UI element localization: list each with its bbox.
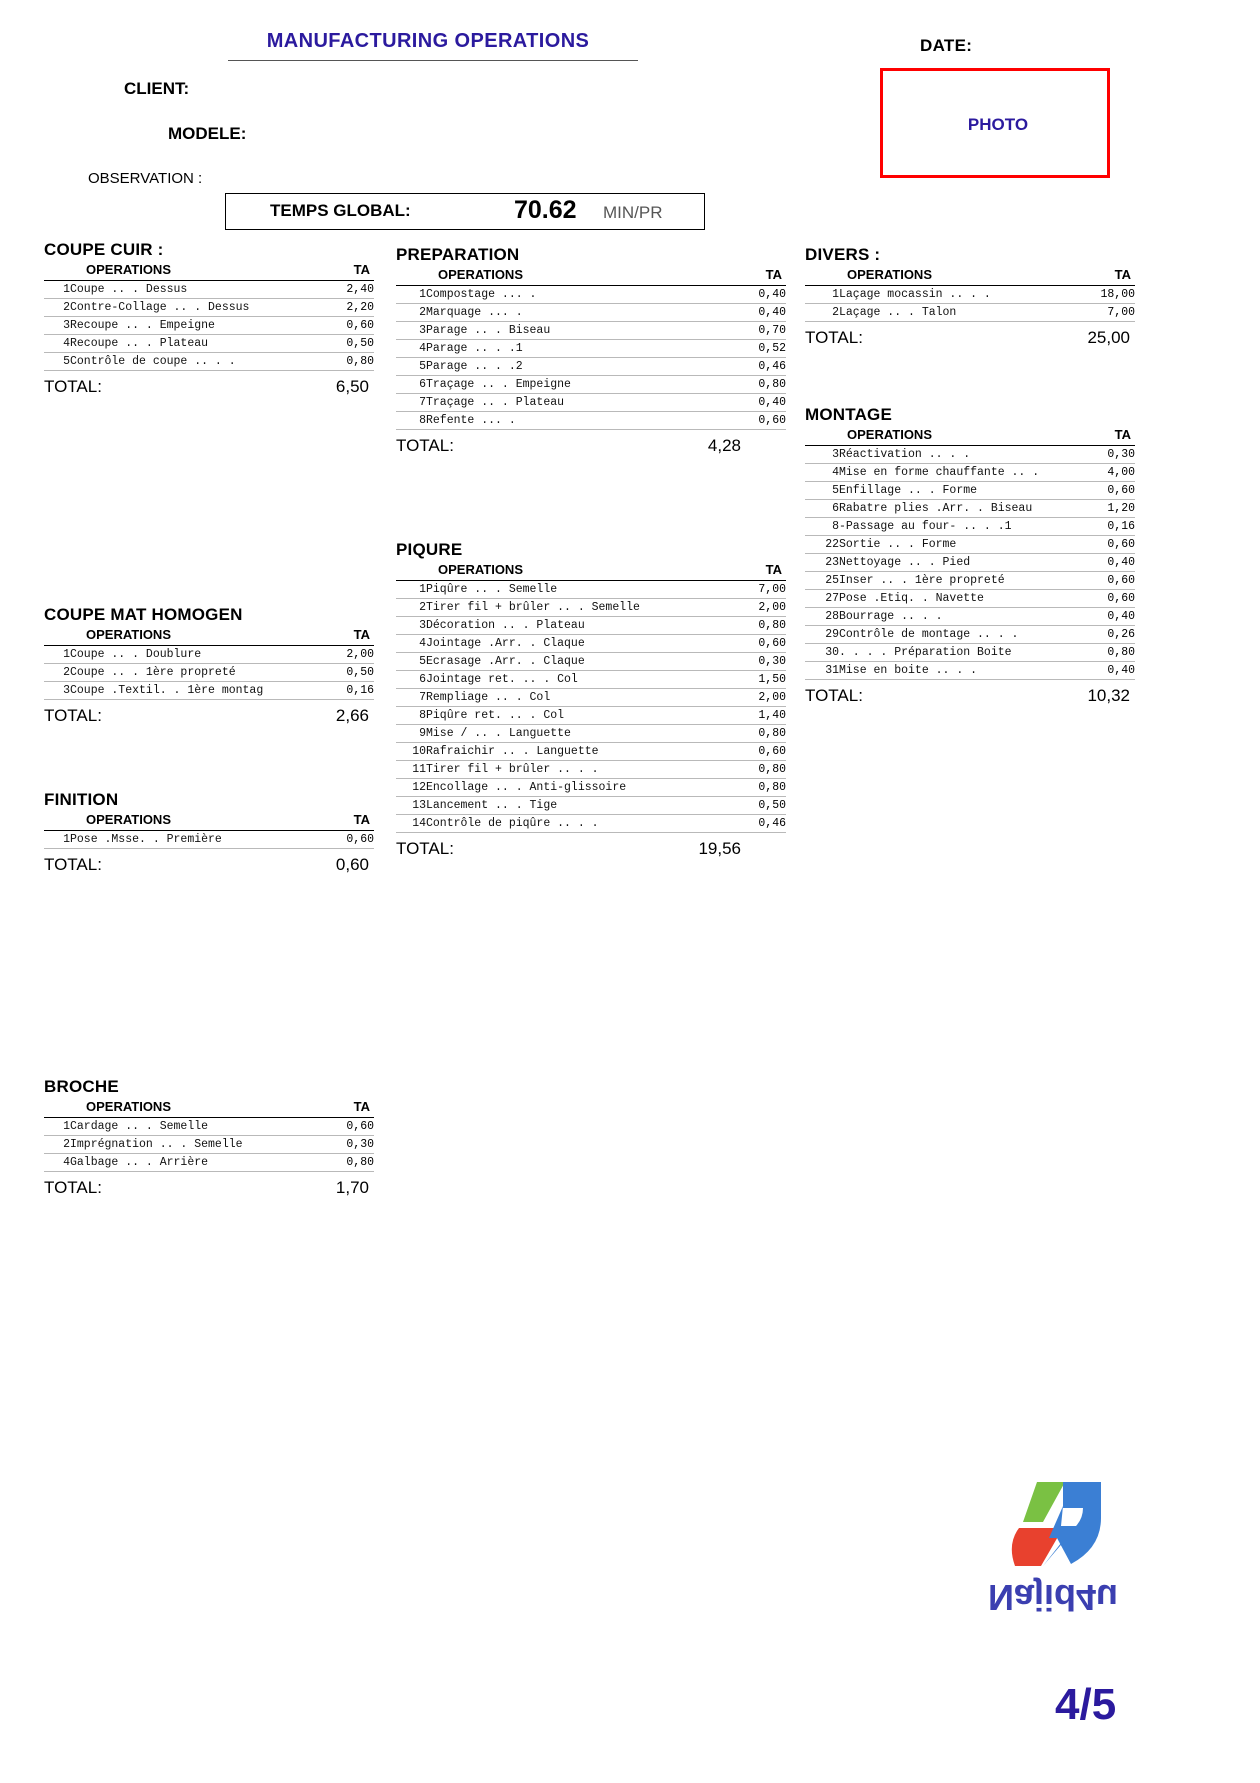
row-ta: 2,20: [328, 299, 374, 317]
table-row: [44, 831, 374, 849]
total-value: 6,50: [335, 377, 369, 396]
row-index: 1: [44, 281, 70, 299]
row-index: 9: [396, 725, 426, 743]
row-operation: Coupe .. . Doublure: [70, 646, 328, 664]
total-value: 19,56: [698, 839, 741, 858]
observation-label: OBSERVATION :: [88, 170, 203, 187]
row-index: 31: [805, 662, 839, 680]
row-ta: 0,52: [740, 340, 786, 358]
total-row: [44, 1178, 374, 1198]
table-row: [805, 662, 1135, 680]
row-ta: 0,80: [740, 761, 786, 779]
ta-header: TA: [353, 1099, 370, 1114]
row-ta: 0,26: [1089, 626, 1135, 644]
table-row: [396, 779, 786, 797]
operations-header: OPERATIONS: [86, 812, 171, 827]
row-ta: 0,60: [740, 635, 786, 653]
row-index: 3: [805, 446, 839, 464]
section-piqure: [396, 540, 786, 859]
table-row: [805, 446, 1135, 464]
section-divers: [805, 245, 1135, 348]
row-ta: 0,50: [328, 664, 374, 682]
row-index: 8: [805, 518, 839, 536]
row-ta: 1,40: [740, 707, 786, 725]
row-operation: Rabatre plies .Arr. . Biseau: [839, 500, 1089, 518]
row-index: 3: [396, 322, 426, 340]
row-operation: Tirer fil + brûler .. . .: [426, 761, 740, 779]
row-index: 2: [44, 1136, 70, 1154]
row-index: 22: [805, 536, 839, 554]
table-row: [44, 1154, 374, 1172]
row-ta: 0,40: [740, 394, 786, 412]
table-row: [805, 304, 1135, 322]
column-headers: [805, 267, 1135, 286]
ta-header: TA: [353, 812, 370, 827]
table-row: [805, 590, 1135, 608]
operations-table: [396, 286, 786, 430]
column-headers: [44, 812, 374, 831]
total-row: [805, 686, 1135, 706]
row-index: 27: [805, 590, 839, 608]
row-ta: 0,40: [740, 304, 786, 322]
row-operation: Coupe .. . 1ère propreté: [70, 664, 328, 682]
row-operation: Coupe .Textil. . 1ère montag: [70, 682, 328, 700]
logo-wordmark: Najid4u: [987, 1577, 1119, 1618]
operations-table: [805, 446, 1135, 680]
operations-header: OPERATIONS: [438, 562, 523, 577]
table-row: [396, 671, 786, 689]
row-ta: 7,00: [740, 581, 786, 599]
operations-table: [44, 1118, 374, 1172]
row-operation: Contre-Collage .. . Dessus: [70, 299, 328, 317]
row-operation: Cardage .. . Semelle: [70, 1118, 328, 1136]
total-row: [44, 377, 374, 397]
row-index: 1: [396, 581, 426, 599]
row-operation: Rafraichir .. . Languette: [426, 743, 740, 761]
row-operation: Recoupe .. . Plateau: [70, 335, 328, 353]
total-label: TOTAL:: [44, 706, 102, 725]
row-ta: 0,60: [1089, 536, 1135, 554]
operations-header: OPERATIONS: [847, 267, 932, 282]
row-ta: 0,60: [740, 412, 786, 430]
row-operation: Traçage .. . Plateau: [426, 394, 740, 412]
row-operation: Ecrasage .Arr. . Claque: [426, 653, 740, 671]
row-index: 8: [396, 412, 426, 430]
operations-header: OPERATIONS: [86, 627, 171, 642]
section-montage: [805, 405, 1135, 706]
temps-global-label: TEMPS GLOBAL:: [270, 201, 411, 220]
row-index: 1: [44, 646, 70, 664]
row-ta: 0,50: [328, 335, 374, 353]
row-ta: 0,60: [328, 831, 374, 849]
section-coupe-mat-homogen: [44, 605, 374, 726]
row-operation: Galbage .. . Arrière: [70, 1154, 328, 1172]
row-operation: Refente ... .: [426, 412, 740, 430]
column-headers: [805, 427, 1135, 446]
table-row: [44, 1118, 374, 1136]
operations-table: [396, 581, 786, 833]
row-index: 1: [44, 1118, 70, 1136]
row-index: 13: [396, 797, 426, 815]
row-index: 4: [805, 464, 839, 482]
total-value: 0,60: [335, 855, 369, 874]
row-index: 1: [44, 831, 70, 849]
row-index: 25: [805, 572, 839, 590]
table-row: [44, 335, 374, 353]
row-ta: 0,40: [1089, 608, 1135, 626]
row-ta: 18,00: [1089, 286, 1135, 304]
table-row: [396, 412, 786, 430]
total-label: TOTAL:: [805, 328, 863, 347]
row-index: 28: [805, 608, 839, 626]
table-row: [805, 626, 1135, 644]
table-row: [44, 682, 374, 700]
operations-header: OPERATIONS: [86, 262, 171, 277]
row-operation: Laçage mocassin .. . .: [839, 286, 1089, 304]
section-title: PIQURE: [396, 540, 463, 559]
row-ta: 0,30: [328, 1136, 374, 1154]
row-index: 4: [396, 635, 426, 653]
row-ta: 0,16: [1089, 518, 1135, 536]
row-ta: 4,00: [1089, 464, 1135, 482]
row-operation: Coupe .. . Dessus: [70, 281, 328, 299]
row-ta: 0,60: [1089, 590, 1135, 608]
section-title: COUPE CUIR :: [44, 240, 164, 259]
table-row: [396, 358, 786, 376]
table-row: [396, 689, 786, 707]
row-ta: 0,30: [1089, 446, 1135, 464]
ta-header: TA: [765, 267, 782, 282]
row-operation: Piqûre ret. .. . Col: [426, 707, 740, 725]
section-title: FINITION: [44, 790, 119, 809]
row-index: 4: [44, 1154, 70, 1172]
temps-global-value: 70.62: [514, 196, 577, 224]
total-row: [44, 706, 374, 726]
row-index: 1: [805, 286, 839, 304]
column-headers: [44, 1099, 374, 1118]
table-row: [396, 286, 786, 304]
total-label: TOTAL:: [44, 377, 102, 396]
total-row: [396, 839, 786, 859]
table-row: [44, 299, 374, 317]
row-operation: Contrôle de coupe .. . .: [70, 353, 328, 371]
table-row: [396, 725, 786, 743]
section-title: COUPE MAT HOMOGEN: [44, 605, 243, 624]
temps-global-unit: MIN/PR: [603, 203, 663, 222]
row-ta: 0,60: [328, 317, 374, 335]
row-operation: Parage .. . .2: [426, 358, 740, 376]
row-ta: 0,46: [740, 358, 786, 376]
operations-table: [44, 831, 374, 849]
table-row: [396, 599, 786, 617]
total-row: [44, 855, 374, 875]
row-index: 6: [396, 376, 426, 394]
row-ta: 2,00: [328, 646, 374, 664]
row-ta: 2,00: [740, 599, 786, 617]
row-ta: 0,80: [740, 376, 786, 394]
table-row: [805, 554, 1135, 572]
total-label: TOTAL:: [396, 436, 454, 455]
total-value: 4,28: [707, 436, 741, 455]
row-operation: Sortie .. . Forme: [839, 536, 1089, 554]
table-row: [396, 653, 786, 671]
row-index: 3: [396, 617, 426, 635]
operations-table: [805, 286, 1135, 322]
table-row: [396, 761, 786, 779]
table-row: [805, 572, 1135, 590]
row-ta: 7,00: [1089, 304, 1135, 322]
row-ta: 0,46: [740, 815, 786, 833]
row-operation: . . . . Préparation Boite: [839, 644, 1089, 662]
row-index: 14: [396, 815, 426, 833]
table-row: [396, 617, 786, 635]
row-operation: Imprégnation .. . Semelle: [70, 1136, 328, 1154]
table-row: [44, 317, 374, 335]
table-row: [805, 464, 1135, 482]
row-ta: 0,60: [328, 1118, 374, 1136]
table-row: [805, 286, 1135, 304]
operations-header: OPERATIONS: [86, 1099, 171, 1114]
row-index: 3: [44, 317, 70, 335]
row-ta: 2,40: [328, 281, 374, 299]
row-index: 11: [396, 761, 426, 779]
row-ta: 0,60: [1089, 482, 1135, 500]
page-number: 4/5: [1055, 1680, 1117, 1729]
row-operation: -Passage au four- .. . .1: [839, 518, 1089, 536]
section-title: BROCHE: [44, 1077, 119, 1096]
row-operation: Contrôle de montage .. . .: [839, 626, 1089, 644]
row-operation: Parage .. . Biseau: [426, 322, 740, 340]
modele-label: MODELE:: [168, 124, 247, 143]
row-index: 3: [44, 682, 70, 700]
row-operation: Enfillage .. . Forme: [839, 482, 1089, 500]
row-operation: Décoration .. . Plateau: [426, 617, 740, 635]
ta-header: TA: [1114, 427, 1131, 442]
ta-header: TA: [353, 627, 370, 642]
page-title: MANUFACTURING OPERATIONS: [266, 30, 590, 52]
row-index: 4: [44, 335, 70, 353]
section-title: DIVERS :: [805, 245, 881, 264]
table-row: [396, 815, 786, 833]
row-operation: Traçage .. . Empeigne: [426, 376, 740, 394]
table-row: [805, 500, 1135, 518]
row-ta: 0,80: [328, 353, 374, 371]
row-ta: 1,20: [1089, 500, 1135, 518]
ta-header: TA: [765, 562, 782, 577]
table-row: [44, 664, 374, 682]
row-operation: Réactivation .. . .: [839, 446, 1089, 464]
row-ta: 0,40: [1089, 662, 1135, 680]
row-index: 29: [805, 626, 839, 644]
row-index: 23: [805, 554, 839, 572]
row-index: 4: [396, 340, 426, 358]
operations-header: OPERATIONS: [438, 267, 523, 282]
row-operation: Bourrage .. . .: [839, 608, 1089, 626]
row-index: 12: [396, 779, 426, 797]
table-row: [44, 1136, 374, 1154]
row-operation: Mise en boite .. . .: [839, 662, 1089, 680]
total-label: TOTAL:: [396, 839, 454, 858]
ta-header: TA: [353, 262, 370, 277]
row-index: 2: [44, 664, 70, 682]
row-index: 5: [44, 353, 70, 371]
row-index: 5: [805, 482, 839, 500]
table-row: [396, 340, 786, 358]
row-index: 5: [396, 653, 426, 671]
date-label: DATE:: [920, 36, 973, 55]
column-headers: [396, 562, 786, 581]
row-ta: 0,80: [1089, 644, 1135, 662]
table-row: [396, 707, 786, 725]
operations-table: [44, 281, 374, 371]
section-broche: [44, 1077, 374, 1198]
row-index: 10: [396, 743, 426, 761]
total-row: [396, 436, 786, 456]
row-operation: Piqûre .. . Semelle: [426, 581, 740, 599]
operations-table: [44, 646, 374, 700]
table-row: [44, 353, 374, 371]
column-headers: [44, 627, 374, 646]
total-label: TOTAL:: [44, 855, 102, 874]
section-title: PREPARATION: [396, 245, 520, 264]
table-row: [44, 646, 374, 664]
row-operation: Parage .. . .1: [426, 340, 740, 358]
row-operation: Inser .. . 1ère propreté: [839, 572, 1089, 590]
table-row: [44, 281, 374, 299]
table-row: [396, 797, 786, 815]
row-ta: 0,40: [1089, 554, 1135, 572]
column-headers: [396, 267, 786, 286]
row-ta: 0,80: [740, 779, 786, 797]
row-operation: Mise / .. . Languette: [426, 725, 740, 743]
row-index: 8: [396, 707, 426, 725]
total-value: 1,70: [335, 1178, 369, 1197]
section-coupe-cuir: [44, 240, 374, 397]
row-operation: Compostage ... .: [426, 286, 740, 304]
table-row: [396, 394, 786, 412]
total-value: 10,32: [1087, 686, 1130, 705]
section-finition: [44, 790, 374, 875]
row-index: 6: [396, 671, 426, 689]
row-index: 7: [396, 689, 426, 707]
column-headers: [44, 262, 374, 281]
table-row: [396, 304, 786, 322]
row-index: 7: [396, 394, 426, 412]
ta-header: TA: [1114, 267, 1131, 282]
row-operation: Marquage ... .: [426, 304, 740, 322]
logo-mark-icon: [993, 1478, 1113, 1568]
row-operation: Rempliage .. . Col: [426, 689, 740, 707]
table-row: [805, 536, 1135, 554]
row-operation: Encollage .. . Anti-glissoire: [426, 779, 740, 797]
row-index: 5: [396, 358, 426, 376]
row-ta: 0,80: [328, 1154, 374, 1172]
table-row: [396, 581, 786, 599]
row-ta: 0,30: [740, 653, 786, 671]
total-value: 25,00: [1087, 328, 1130, 347]
row-index: 1: [396, 286, 426, 304]
row-ta: 0,70: [740, 322, 786, 340]
row-operation: Lancement .. . Tige: [426, 797, 740, 815]
row-ta: 0,60: [1089, 572, 1135, 590]
row-ta: 0,50: [740, 797, 786, 815]
company-logo: [975, 1478, 1135, 1658]
table-row: [396, 376, 786, 394]
photo-placeholder[interactable]: [880, 68, 1110, 178]
row-operation: Jointage .Arr. . Claque: [426, 635, 740, 653]
row-ta: 0,16: [328, 682, 374, 700]
table-row: [805, 518, 1135, 536]
total-row: [805, 328, 1135, 348]
table-row: [805, 644, 1135, 662]
row-ta: 2,00: [740, 689, 786, 707]
photo-label: PHOTO: [967, 115, 1029, 134]
section-title: MONTAGE: [805, 405, 893, 424]
row-operation: Pose .Msse. . Première: [70, 831, 328, 849]
total-label: TOTAL:: [805, 686, 863, 705]
table-row: [805, 482, 1135, 500]
row-index: 30: [805, 644, 839, 662]
table-row: [396, 635, 786, 653]
row-operation: Nettoyage .. . Pied: [839, 554, 1089, 572]
row-ta: 1,50: [740, 671, 786, 689]
row-index: 2: [396, 599, 426, 617]
table-row: [396, 743, 786, 761]
row-ta: 0,80: [740, 725, 786, 743]
row-ta: 0,40: [740, 286, 786, 304]
table-row: [805, 608, 1135, 626]
row-index: 2: [44, 299, 70, 317]
total-value: 2,66: [335, 706, 369, 725]
row-operation: Jointage ret. .. . Col: [426, 671, 740, 689]
row-index: 2: [805, 304, 839, 322]
section-preparation: [396, 245, 786, 456]
row-ta: 0,80: [740, 617, 786, 635]
row-index: 2: [396, 304, 426, 322]
client-label: CLIENT:: [124, 79, 190, 98]
row-operation: Tirer fil + brûler .. . Semelle: [426, 599, 740, 617]
row-operation: Pose .Etiq. . Navette: [839, 590, 1089, 608]
row-operation: Mise en forme chauffante .. .: [839, 464, 1089, 482]
table-row: [396, 322, 786, 340]
row-operation: Recoupe .. . Empeigne: [70, 317, 328, 335]
operations-header: OPERATIONS: [847, 427, 932, 442]
row-index: 6: [805, 500, 839, 518]
total-label: TOTAL:: [44, 1178, 102, 1197]
row-operation: Laçage .. . Talon: [839, 304, 1089, 322]
row-ta: 0,60: [740, 743, 786, 761]
row-operation: Contrôle de piqûre .. . .: [426, 815, 740, 833]
title-underline: [228, 60, 638, 61]
